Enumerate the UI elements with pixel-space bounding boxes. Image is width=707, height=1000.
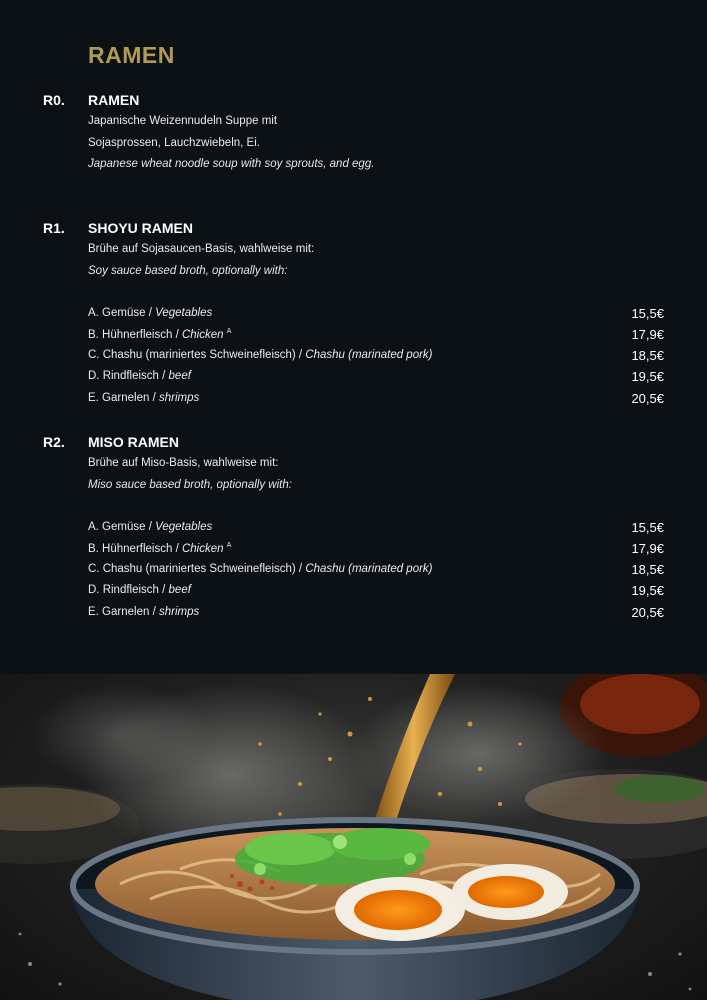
section-name-r2: MISO RAMEN <box>88 434 179 450</box>
option-price: 19,5€ <box>631 583 664 598</box>
option-price: 17,9€ <box>631 327 664 342</box>
menu-option <box>88 563 664 581</box>
description-de: Brühe auf Miso-Basis, wahlweise mit: <box>88 457 279 469</box>
option-de: C. Chashu (mariniertes Schweinefleisch) / <box>88 563 306 575</box>
option-price: 19,5€ <box>631 369 664 384</box>
option-price: 15,5€ <box>631 520 664 535</box>
page-title: RAMEN <box>88 42 175 68</box>
section-name-r0: RAMEN <box>88 92 140 108</box>
option-de: E. Garnelen / <box>88 606 159 618</box>
description-de: Japanische Weizennudeln Suppe mit <box>88 115 278 127</box>
option-price: 18,5€ <box>631 348 664 363</box>
description-de: Brühe auf Sojasaucen-Basis, wahlweise mit: <box>88 243 315 255</box>
description-en: Japanese wheat noodle soup with soy sprouts, and egg. <box>88 158 375 170</box>
allergen-marker: A <box>226 328 232 335</box>
menu-option <box>88 307 664 325</box>
menu-option <box>88 521 664 539</box>
description-de: Sojasprossen, Lauchzwiebeln, Ei. <box>88 137 260 149</box>
menu-option <box>88 584 664 602</box>
option-de: C. Chashu (mariniertes Schweinefleisch) / <box>88 349 306 361</box>
option-de: D. Rindfleisch / <box>88 370 169 382</box>
option-de: E. Garnelen / <box>88 392 159 404</box>
section-name-r1: SHOYU RAMEN <box>88 220 194 236</box>
option-price: 17,9€ <box>631 541 664 556</box>
option-en: Chicken <box>181 543 224 555</box>
option-en: Vegetables <box>155 521 213 533</box>
menu-option <box>88 328 664 346</box>
menu-option <box>88 370 664 388</box>
option-en: Chicken <box>181 329 224 341</box>
section-code-r1: R1. <box>43 220 65 236</box>
option-en: beef <box>168 584 191 596</box>
option-price: 15,5€ <box>631 306 664 321</box>
option-de: A. Gemüse / <box>88 307 156 319</box>
menu-option <box>88 606 664 624</box>
description-en: Soy sauce based broth, optionally with: <box>88 265 288 277</box>
ramen-bowl-icon <box>0 674 707 1000</box>
option-en: Chashu (marinated pork) <box>305 349 433 361</box>
allergen-marker: A <box>226 542 232 549</box>
option-de: B. Hühnerfleisch / <box>88 543 182 555</box>
section-code-r0: R0. <box>43 92 65 108</box>
option-de: D. Rindfleisch / <box>88 584 169 596</box>
option-en: Chashu (marinated pork) <box>305 563 433 575</box>
option-price: 18,5€ <box>631 562 664 577</box>
option-price: 20,5€ <box>631 605 664 620</box>
option-en: beef <box>168 370 191 382</box>
menu-option <box>88 349 664 367</box>
section-code-r2: R2. <box>43 434 65 450</box>
option-en: Vegetables <box>155 307 213 319</box>
menu-option <box>88 392 664 410</box>
option-de: A. Gemüse / <box>88 521 156 533</box>
option-price: 20,5€ <box>631 391 664 406</box>
menu-option <box>88 542 664 560</box>
option-de: B. Hühnerfleisch / <box>88 329 182 341</box>
option-en: shrimps <box>158 392 200 404</box>
option-en: shrimps <box>158 606 200 618</box>
ramen-bowl-photo <box>0 674 707 1000</box>
description-en: Miso sauce based broth, optionally with: <box>88 479 292 491</box>
